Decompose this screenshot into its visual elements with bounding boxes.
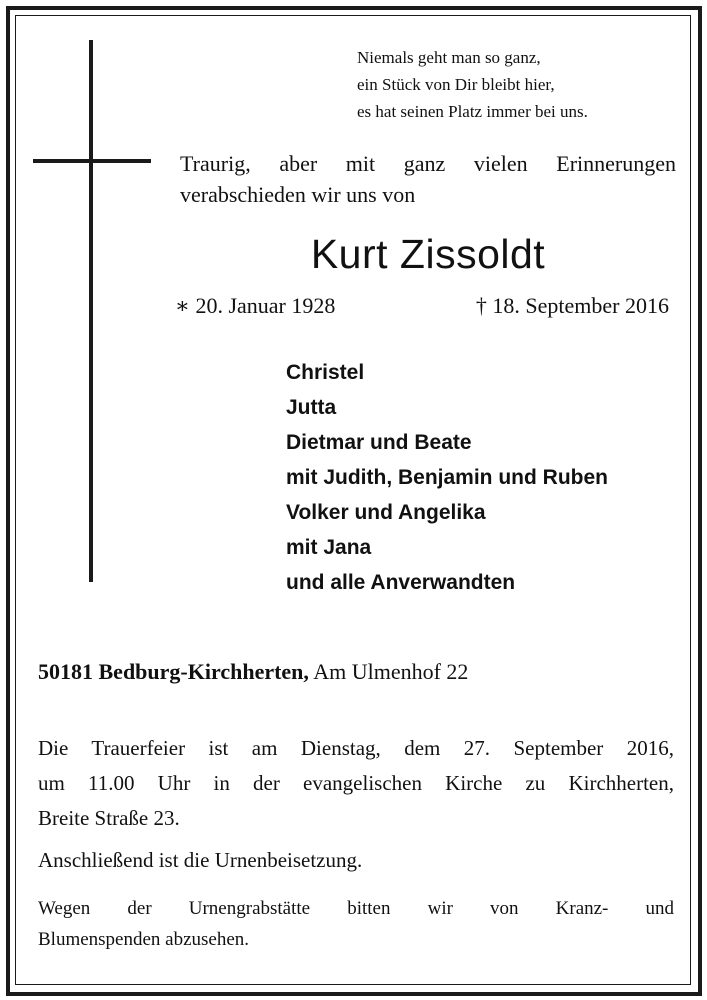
mourners-list: [286, 355, 608, 600]
urn-burial-note: Anschließend ist die Urnenbeisetzung.: [38, 848, 363, 872]
mourner-line: Volker und Angelika: [286, 501, 486, 524]
birth-date: ∗ 20. Januar 1928: [175, 293, 336, 318]
mourner-line: mit Judith, Benjamin und Ruben: [286, 466, 608, 489]
flowers-line: Wegen der Urnengrabstätte bitten wir von Kranz- und: [38, 898, 674, 919]
mourner-line: Dietmar und Beate: [286, 431, 472, 454]
ceremony-line: Die Trauerfeier ist am Dienstag, dem 27. September 2016,: [38, 736, 674, 760]
deceased-name: Kurt Zissoldt: [310, 231, 546, 277]
ceremony-line: Breite Straße 23.: [38, 806, 180, 830]
ceremony-line: um 11.00 Uhr in der evangelischen Kirche zu Kirchherten,: [38, 771, 674, 795]
address: [38, 656, 468, 688]
poem-line: es hat seinen Platz immer bei uns.: [357, 102, 588, 121]
death-date: † 18. September 2016: [475, 293, 669, 318]
mourner-line: Jutta: [286, 396, 337, 419]
poem: [357, 44, 588, 125]
intro-text: [180, 148, 676, 210]
flowers-note: [38, 893, 674, 955]
address-street: Am Ulmenhof 22: [313, 659, 469, 684]
poem-line: Niemals geht man so ganz,: [357, 48, 541, 67]
mourner-line: und alle Anverwandten: [286, 571, 516, 594]
intro-line: Traurig, aber mit ganz vielen Erinnerungen: [180, 151, 676, 176]
mourner-line: mit Jana: [286, 536, 372, 559]
cross-icon-bar: [33, 159, 151, 163]
ceremony-info: [38, 731, 674, 836]
mourner-line: Christel: [286, 361, 365, 384]
poem-line: ein Stück von Dir bleibt hier,: [357, 75, 555, 94]
intro-line: verabschieden wir uns von: [180, 182, 416, 207]
address-city: 50181 Bedburg-Kirchherten,: [38, 659, 309, 684]
flowers-line: Blumenspenden abzusehen.: [38, 929, 250, 950]
cross-icon: [89, 40, 93, 582]
